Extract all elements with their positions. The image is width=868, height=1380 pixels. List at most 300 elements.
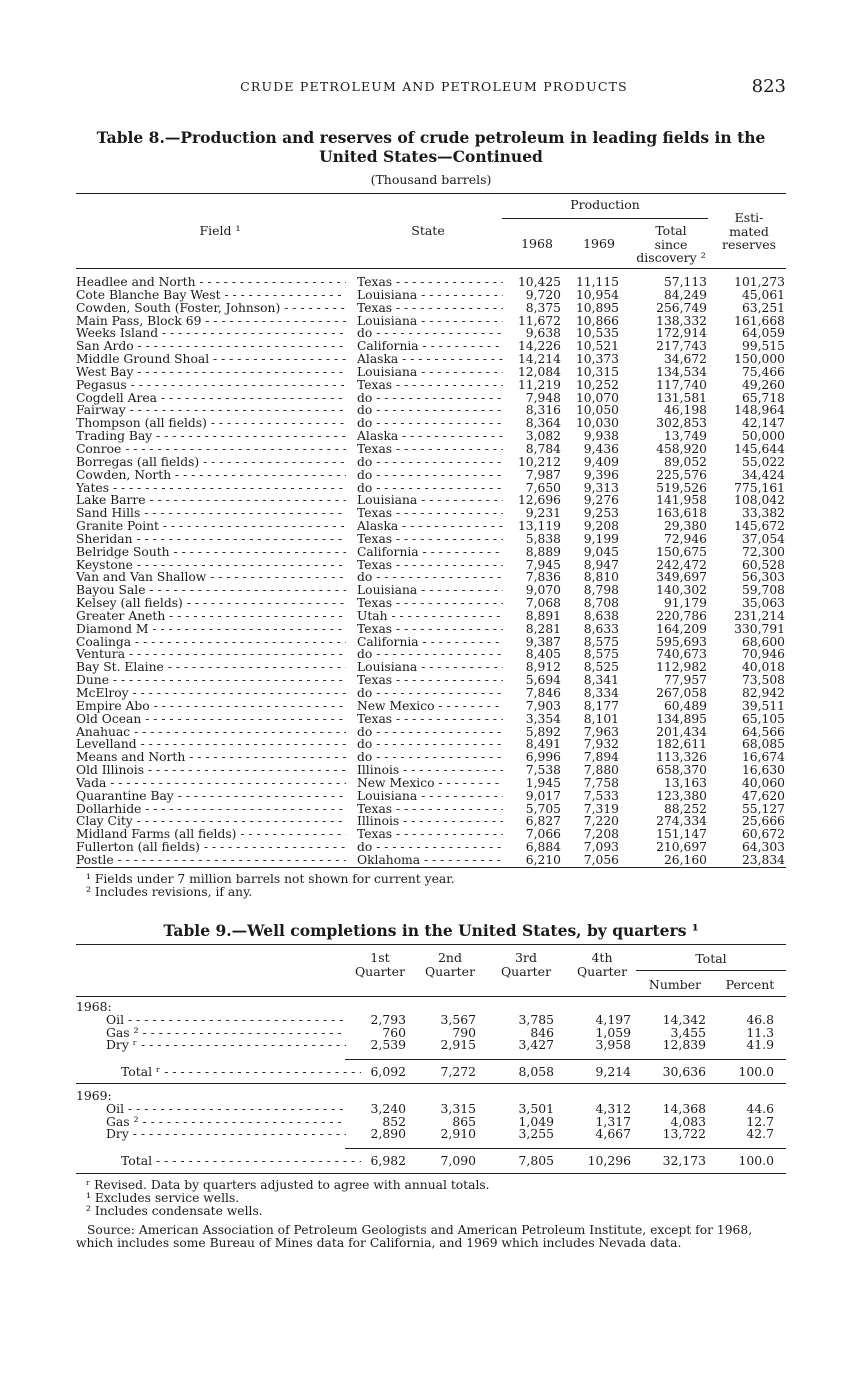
estimated-reserves: 65,718 bbox=[741, 390, 785, 405]
production-1969: 10,030 bbox=[575, 416, 619, 431]
estimated-reserves: 145,672 bbox=[734, 519, 785, 534]
header-number: Number bbox=[648, 977, 702, 992]
table8-unit: (Thousand barrels) bbox=[370, 172, 492, 187]
q3-value: 7,805 bbox=[518, 1153, 554, 1168]
state-name: Illinois - - - bbox=[357, 814, 503, 828]
production-1968: 8,491 bbox=[525, 737, 561, 752]
production-1968: 7,846 bbox=[525, 686, 561, 700]
field-name: Kelsey (all fields) - - - bbox=[76, 596, 346, 610]
estimated-reserves: 63,251 bbox=[741, 300, 785, 315]
total-since-discovery: 34,672 bbox=[663, 352, 707, 367]
table9-total-rule bbox=[636, 970, 786, 971]
header-total-line1: Total bbox=[655, 223, 687, 238]
total-since-discovery: 123,380 bbox=[656, 788, 707, 803]
total-since-discovery: 117,740 bbox=[656, 377, 707, 392]
total-since-discovery: 151,147 bbox=[656, 827, 707, 842]
production-1968: 13,119 bbox=[517, 519, 561, 534]
header-q2-line2: Quarter bbox=[424, 963, 476, 979]
production-1969: 10,521 bbox=[575, 339, 619, 354]
state-name: California - - - bbox=[357, 339, 503, 353]
field-name: Bay St. Elaine - - - bbox=[76, 660, 346, 674]
field-name: Pegasus - - - bbox=[76, 378, 346, 392]
field-name: Old Ocean - - - bbox=[76, 712, 346, 726]
production-1968: 8,912 bbox=[525, 660, 561, 675]
field-name: San Ardo - - - bbox=[76, 339, 346, 353]
field-name: Thompson (all fields) - - - bbox=[76, 416, 346, 430]
q3-value: 1,049 bbox=[518, 1113, 554, 1129]
production-1968: 12,084 bbox=[517, 364, 561, 379]
production-1969: 8,638 bbox=[583, 608, 619, 623]
q3-value: 3,427 bbox=[518, 1037, 554, 1053]
production-1968: 3,082 bbox=[525, 429, 561, 444]
row-label: Oil - - - bbox=[106, 1012, 346, 1027]
state-name: do - - - bbox=[357, 326, 503, 340]
total-since-discovery: 164,209 bbox=[656, 621, 707, 636]
estimated-reserves: 70,946 bbox=[741, 647, 785, 662]
field-name: Means and North - - - bbox=[76, 750, 346, 764]
total-number: 14,368 bbox=[662, 1100, 706, 1116]
state-name: Texas - - - bbox=[357, 532, 503, 546]
field-name: Anahuac - - - bbox=[76, 725, 346, 739]
q2-value: 2,910 bbox=[440, 1126, 476, 1142]
state-name: California - - - bbox=[357, 545, 503, 559]
table8-body bbox=[76, 276, 786, 867]
total-since-discovery: 595,693 bbox=[656, 634, 707, 649]
table-row bbox=[76, 1127, 786, 1140]
field-name: Sand Hills - - - bbox=[76, 506, 346, 520]
field-name: Old Illinois - - - bbox=[76, 763, 346, 777]
total-since-discovery: 210,697 bbox=[656, 840, 707, 855]
total-percent: 44.6 bbox=[746, 1100, 774, 1116]
estimated-reserves: 72,300 bbox=[741, 544, 785, 559]
production-1969: 8,633 bbox=[583, 621, 619, 636]
production-1968: 10,425 bbox=[517, 275, 561, 289]
header-q3-line2: Quarter bbox=[500, 963, 552, 979]
total-since-discovery: 163,618 bbox=[656, 506, 707, 521]
field-name: Cowden, North - - - bbox=[76, 468, 346, 482]
estimated-reserves: 64,303 bbox=[741, 840, 785, 855]
state-name: Alaska - - - bbox=[357, 352, 503, 366]
estimated-reserves: 23,834 bbox=[741, 852, 785, 867]
state-name: do - - - bbox=[357, 647, 503, 661]
production-1968: 14,214 bbox=[517, 352, 561, 367]
estimated-reserves: 35,063 bbox=[741, 596, 785, 611]
production-1969: 9,045 bbox=[583, 544, 619, 559]
q1-value: 6,982 bbox=[370, 1153, 406, 1168]
q1-value: 2,890 bbox=[370, 1126, 406, 1142]
estimated-reserves: 50,000 bbox=[741, 429, 785, 444]
total-since-discovery: 349,697 bbox=[656, 570, 707, 585]
estimated-reserves: 64,059 bbox=[741, 326, 785, 341]
total-number: 32,173 bbox=[662, 1153, 706, 1168]
production-1968: 7,945 bbox=[525, 557, 561, 572]
total-since-discovery: 13,749 bbox=[663, 429, 707, 444]
production-1969: 8,101 bbox=[583, 711, 619, 726]
production-1968: 7,650 bbox=[525, 480, 561, 495]
header-q2 bbox=[420, 951, 480, 978]
header-q4-line2: Quarter bbox=[576, 963, 628, 979]
field-name: Middle Ground Shoal - - - bbox=[76, 352, 346, 366]
field-name: Cote Blanche Bay West - - - bbox=[76, 288, 346, 302]
state-name: do - - - bbox=[357, 403, 503, 417]
total-since-discovery: 201,434 bbox=[656, 724, 707, 739]
total-percent: 46.8 bbox=[746, 1011, 774, 1027]
total-since-discovery: 274,334 bbox=[656, 814, 707, 829]
header-total-line3: discovery ² bbox=[636, 250, 706, 265]
q2-value: 3,315 bbox=[440, 1100, 476, 1116]
field-name: Greater Aneth - - - bbox=[76, 609, 346, 623]
state-name: Texas - - - bbox=[357, 827, 503, 841]
production-1969: 7,894 bbox=[583, 750, 619, 765]
q4-value: 4,312 bbox=[595, 1100, 631, 1116]
state-name: do - - - bbox=[357, 416, 503, 430]
year-label: 1968: bbox=[76, 999, 112, 1014]
estimated-reserves: 55,127 bbox=[741, 801, 785, 816]
production-1968: 9,387 bbox=[525, 634, 561, 649]
production-1969: 10,252 bbox=[575, 377, 619, 392]
production-1969: 7,963 bbox=[583, 724, 619, 739]
estimated-reserves: 39,511 bbox=[741, 698, 785, 713]
running-title: CRUDE PETROLEUM AND PETROLEUM PRODUCTS bbox=[240, 79, 628, 94]
field-name: Cowden, South (Foster, Johnson) - - - bbox=[76, 301, 346, 315]
production-1968: 5,892 bbox=[525, 724, 561, 739]
field-name: Sheridan - - - bbox=[76, 532, 346, 546]
estimated-reserves: 775,161 bbox=[734, 480, 785, 495]
total-number: 12,839 bbox=[662, 1037, 706, 1053]
production-1969: 10,070 bbox=[575, 390, 619, 405]
state-name: Texas - - - bbox=[357, 378, 503, 392]
total-since-discovery: 302,853 bbox=[656, 416, 707, 431]
field-name: Lake Barre - - - bbox=[76, 493, 346, 507]
q3-value: 3,255 bbox=[518, 1126, 554, 1142]
field-name: Headlee and North - - - bbox=[76, 275, 346, 289]
field-name: Postle - - - bbox=[76, 853, 346, 867]
table9-footnotes bbox=[86, 1179, 490, 1218]
state-name: New Mexico - - - bbox=[357, 699, 503, 713]
row-label: Oil - - - bbox=[106, 1101, 346, 1116]
state-name: do - - - bbox=[357, 686, 503, 700]
q2-value: 7,272 bbox=[440, 1064, 476, 1079]
estimated-reserves: 40,060 bbox=[741, 775, 785, 790]
state-name: do - - - bbox=[357, 391, 503, 405]
production-1968: 6,996 bbox=[525, 750, 561, 765]
state-name: do - - - bbox=[357, 468, 503, 482]
production-1969: 10,535 bbox=[575, 326, 619, 341]
table8-footnotes bbox=[86, 873, 455, 899]
estimated-reserves: 231,214 bbox=[734, 608, 785, 623]
field-name: Trading Bay - - - bbox=[76, 429, 346, 443]
q4-value: 9,214 bbox=[595, 1064, 631, 1079]
production-1968: 7,903 bbox=[525, 698, 561, 713]
q1-value: 6,092 bbox=[370, 1064, 406, 1079]
estimated-reserves: 42,147 bbox=[741, 416, 785, 431]
state-name: Louisiana - - - bbox=[357, 583, 503, 597]
field-name: Yates - - - bbox=[76, 481, 346, 495]
total-since-discovery: 141,958 bbox=[656, 493, 707, 508]
total-since-discovery: 519,526 bbox=[656, 480, 707, 495]
production-1968: 6,210 bbox=[525, 852, 561, 867]
total-since-discovery: 150,675 bbox=[656, 544, 707, 559]
state-name: Utah - - - bbox=[357, 609, 503, 623]
table8-title bbox=[76, 128, 786, 166]
estimated-reserves: 40,018 bbox=[741, 660, 785, 675]
header-reserves-line1: Esti- bbox=[734, 210, 764, 225]
estimated-reserves: 60,672 bbox=[741, 827, 785, 842]
field-name: Quarantine Bay - - - bbox=[76, 789, 346, 803]
total-since-discovery: 60,489 bbox=[663, 698, 707, 713]
state-name: Texas - - - bbox=[357, 506, 503, 520]
state-name: Louisiana - - - bbox=[357, 660, 503, 674]
production-1969: 9,409 bbox=[583, 454, 619, 469]
production-1968: 8,405 bbox=[525, 647, 561, 662]
state-name: Oklahoma - - - bbox=[357, 853, 503, 867]
q4-value: 3,958 bbox=[595, 1037, 631, 1053]
table9-group-1968 bbox=[76, 1000, 786, 1051]
field-name: Borregas (all fields) - - - bbox=[76, 455, 346, 469]
production-1968: 8,316 bbox=[525, 403, 561, 418]
total-since-discovery: 134,534 bbox=[656, 364, 707, 379]
total-since-discovery: 138,332 bbox=[656, 313, 707, 328]
production-1968: 5,838 bbox=[525, 531, 561, 546]
q1-value: 760 bbox=[382, 1024, 406, 1040]
header-1968: 1968 bbox=[521, 236, 553, 251]
field-name: Ventura - - - bbox=[76, 647, 346, 661]
production-1968: 7,066 bbox=[525, 827, 561, 842]
estimated-reserves: 150,000 bbox=[734, 352, 785, 367]
field-name: Weeks Island - - - bbox=[76, 326, 346, 340]
q2-value: 7,090 bbox=[440, 1153, 476, 1168]
total-since-discovery: 13,163 bbox=[663, 775, 707, 790]
production-1969: 8,810 bbox=[583, 570, 619, 585]
header-q4-line1: 4th bbox=[591, 950, 613, 965]
production-1968: 7,836 bbox=[525, 570, 561, 585]
production-1969: 7,932 bbox=[583, 737, 619, 752]
total-since-discovery: 267,058 bbox=[656, 686, 707, 700]
state-name: do - - - bbox=[357, 570, 503, 584]
production-1969: 10,373 bbox=[575, 352, 619, 367]
state-name: Louisiana - - - bbox=[357, 365, 503, 379]
field-name: Levelland - - - bbox=[76, 737, 346, 751]
q4-value: 10,296 bbox=[587, 1153, 631, 1168]
production-1969: 7,093 bbox=[583, 840, 619, 855]
year-label: 1969: bbox=[76, 1088, 112, 1103]
production-1969: 8,575 bbox=[583, 647, 619, 662]
total-since-discovery: 91,179 bbox=[663, 596, 707, 611]
row-label: Total - - - bbox=[121, 1153, 361, 1168]
table9-title: Table 9.—Well completions in the United States, by quarters ¹ bbox=[163, 921, 699, 940]
field-name: Vada - - - bbox=[76, 776, 346, 790]
running-header bbox=[0, 76, 868, 100]
total-since-discovery: 89,052 bbox=[663, 454, 707, 469]
state-name: Texas - - - bbox=[357, 596, 503, 610]
field-name: Main Pass, Block 69 - - - bbox=[76, 314, 346, 328]
production-1969: 10,895 bbox=[575, 300, 619, 315]
estimated-reserves: 148,964 bbox=[734, 403, 785, 418]
field-name: McElroy - - - bbox=[76, 686, 346, 700]
total-percent: 100.0 bbox=[738, 1064, 774, 1079]
production-1969: 10,954 bbox=[575, 287, 619, 302]
total-since-discovery: 182,611 bbox=[656, 737, 707, 752]
state-name: Texas - - - bbox=[357, 558, 503, 572]
header-state: State bbox=[411, 223, 445, 238]
production-1969: 7,208 bbox=[583, 827, 619, 842]
state-name: do - - - bbox=[357, 455, 503, 469]
production-1969: 9,276 bbox=[583, 493, 619, 508]
field-name: Empire Abo - - - bbox=[76, 699, 346, 713]
production-1969: 9,436 bbox=[583, 441, 619, 456]
field-name: Coalinga - - - bbox=[76, 635, 346, 649]
total-number: 30,636 bbox=[662, 1064, 706, 1079]
header-total9: Total bbox=[695, 951, 727, 966]
table8-top-rule bbox=[76, 193, 786, 194]
production-1968: 8,364 bbox=[525, 416, 561, 431]
field-name: Keystone - - - bbox=[76, 558, 346, 572]
estimated-reserves: 25,666 bbox=[741, 814, 785, 829]
production-1969: 7,533 bbox=[583, 788, 619, 803]
table9-top-rule bbox=[76, 944, 786, 945]
total-number: 4,083 bbox=[670, 1113, 706, 1129]
q2-value: 3,567 bbox=[440, 1011, 476, 1027]
production-1969: 10,315 bbox=[575, 364, 619, 379]
estimated-reserves: 45,061 bbox=[741, 287, 785, 302]
q1-value: 3,240 bbox=[370, 1100, 406, 1116]
state-name: California - - - bbox=[357, 635, 503, 649]
production-1968: 10,212 bbox=[517, 454, 561, 469]
estimated-reserves: 99,515 bbox=[741, 339, 785, 354]
q4-value: 1,059 bbox=[595, 1024, 631, 1040]
production-1968: 11,219 bbox=[517, 377, 561, 392]
production-1968: 12,696 bbox=[517, 493, 561, 508]
row-label: Dry - - - bbox=[106, 1126, 346, 1141]
production-1969: 9,208 bbox=[583, 519, 619, 534]
total-percent: 42.7 bbox=[746, 1126, 774, 1142]
production-1969: 7,056 bbox=[583, 852, 619, 867]
table8-footnote-2: ² Includes revisions, if any. bbox=[86, 885, 253, 899]
q1-value: 852 bbox=[382, 1113, 406, 1129]
production-1969: 7,758 bbox=[583, 775, 619, 790]
field-name: Granite Point - - - bbox=[76, 519, 346, 533]
state-name: do - - - bbox=[357, 481, 503, 495]
table-row bbox=[76, 1065, 786, 1078]
production-1968: 9,720 bbox=[525, 287, 561, 302]
state-name: Texas - - - bbox=[357, 622, 503, 636]
estimated-reserves: 68,600 bbox=[741, 634, 785, 649]
estimated-reserves: 101,273 bbox=[734, 275, 785, 289]
field-name: Dune - - - bbox=[76, 673, 346, 687]
header-percent: Percent bbox=[725, 977, 775, 992]
source-line-1: Source: American Association of Petroleum Geologists and American Petroleum Institute, except for 1968, bbox=[87, 1223, 753, 1237]
total-percent: 11.3 bbox=[746, 1024, 774, 1040]
total-since-discovery: 740,673 bbox=[656, 647, 707, 662]
production-1969: 9,313 bbox=[583, 480, 619, 495]
table9-footnote-2: ¹ Excludes service wells. bbox=[86, 1191, 240, 1205]
table9-total-1968 bbox=[76, 1065, 786, 1078]
header-q3-line1: 3rd bbox=[515, 950, 537, 965]
table-row bbox=[76, 1038, 786, 1051]
estimated-reserves: 47,620 bbox=[741, 788, 785, 803]
q3-value: 3,785 bbox=[518, 1011, 554, 1027]
q4-value: 4,197 bbox=[595, 1011, 631, 1027]
field-name: Conroe - - - bbox=[76, 442, 346, 456]
production-1968: 6,884 bbox=[525, 840, 561, 855]
estimated-reserves: 33,382 bbox=[741, 506, 785, 521]
header-q2-line1: 2nd bbox=[437, 950, 462, 965]
source-note bbox=[76, 1224, 796, 1250]
production-1969: 8,575 bbox=[583, 634, 619, 649]
total-since-discovery: 46,198 bbox=[663, 403, 707, 418]
state-name: Alaska - - - bbox=[357, 519, 503, 533]
total-since-discovery: 88,252 bbox=[663, 801, 707, 816]
estimated-reserves: 64,566 bbox=[741, 724, 785, 739]
state-name: Louisiana - - - bbox=[357, 314, 503, 328]
q3-value: 846 bbox=[530, 1024, 554, 1040]
state-name: Texas - - - bbox=[357, 442, 503, 456]
q2-value: 2,915 bbox=[440, 1037, 476, 1053]
q4-value: 4,667 bbox=[595, 1126, 631, 1142]
production-1968: 9,231 bbox=[525, 506, 561, 521]
total-since-discovery: 77,957 bbox=[663, 673, 707, 688]
production-1969: 7,880 bbox=[583, 763, 619, 778]
total-since-discovery: 225,576 bbox=[656, 467, 707, 482]
q3-value: 3,501 bbox=[518, 1100, 554, 1116]
total-since-discovery: 140,302 bbox=[656, 583, 707, 598]
header-q1-line1: 1st bbox=[370, 950, 390, 965]
row-label: Gas ² - - - bbox=[106, 1114, 346, 1129]
field-name: Van and Van Shallow - - - bbox=[76, 570, 346, 584]
production-1969: 8,947 bbox=[583, 557, 619, 572]
state-name: Louisiana - - - bbox=[357, 288, 503, 302]
header-field: Field ¹ bbox=[199, 223, 241, 238]
total-since-discovery: 458,920 bbox=[656, 441, 707, 456]
total-since-discovery: 57,113 bbox=[663, 275, 707, 289]
production-1969: 9,938 bbox=[583, 429, 619, 444]
estimated-reserves: 16,674 bbox=[741, 750, 785, 765]
estimated-reserves: 108,042 bbox=[734, 493, 785, 508]
total-since-discovery: 26,160 bbox=[663, 852, 707, 867]
production-1969: 9,253 bbox=[583, 506, 619, 521]
estimated-reserves: 59,708 bbox=[741, 583, 785, 598]
estimated-reserves: 161,668 bbox=[734, 313, 785, 328]
state-name: Texas - - - bbox=[357, 712, 503, 726]
field-name: Clay City - - - bbox=[76, 814, 346, 828]
table9-footnote-1: ʳ Revised. Data by quarters adjusted to agree with annual totals. bbox=[86, 1178, 490, 1192]
production-1969: 8,798 bbox=[583, 583, 619, 598]
table9-footnote-3: ² Includes condensate wells. bbox=[86, 1204, 263, 1218]
production-1968: 7,987 bbox=[525, 467, 561, 482]
production-1968: 11,672 bbox=[517, 313, 561, 328]
production-1968: 8,784 bbox=[525, 441, 561, 456]
state-name: Texas - - - bbox=[357, 802, 503, 816]
production-1969: 7,319 bbox=[583, 801, 619, 816]
total-since-discovery: 658,370 bbox=[656, 763, 707, 778]
estimated-reserves: 37,054 bbox=[741, 531, 785, 546]
header-total-line2: since bbox=[654, 236, 688, 252]
total-since-discovery: 256,749 bbox=[656, 300, 707, 315]
production-1969: 8,341 bbox=[583, 673, 619, 688]
field-name: Cogdell Area - - - bbox=[76, 391, 346, 405]
state-name: Louisiana - - - bbox=[357, 789, 503, 803]
header-reserves-line2: mated bbox=[729, 223, 769, 239]
estimated-reserves: 49,260 bbox=[741, 377, 785, 392]
total-percent: 41.9 bbox=[746, 1037, 774, 1053]
production-1968: 8,281 bbox=[525, 621, 561, 636]
header-q1 bbox=[350, 951, 410, 978]
field-name: Diamond M - - - bbox=[76, 622, 346, 636]
state-name: Texas - - - bbox=[357, 673, 503, 687]
total-since-discovery: 72,946 bbox=[663, 531, 707, 546]
field-name: Belridge South - - - bbox=[76, 545, 346, 559]
total-since-discovery: 220,786 bbox=[656, 608, 707, 623]
